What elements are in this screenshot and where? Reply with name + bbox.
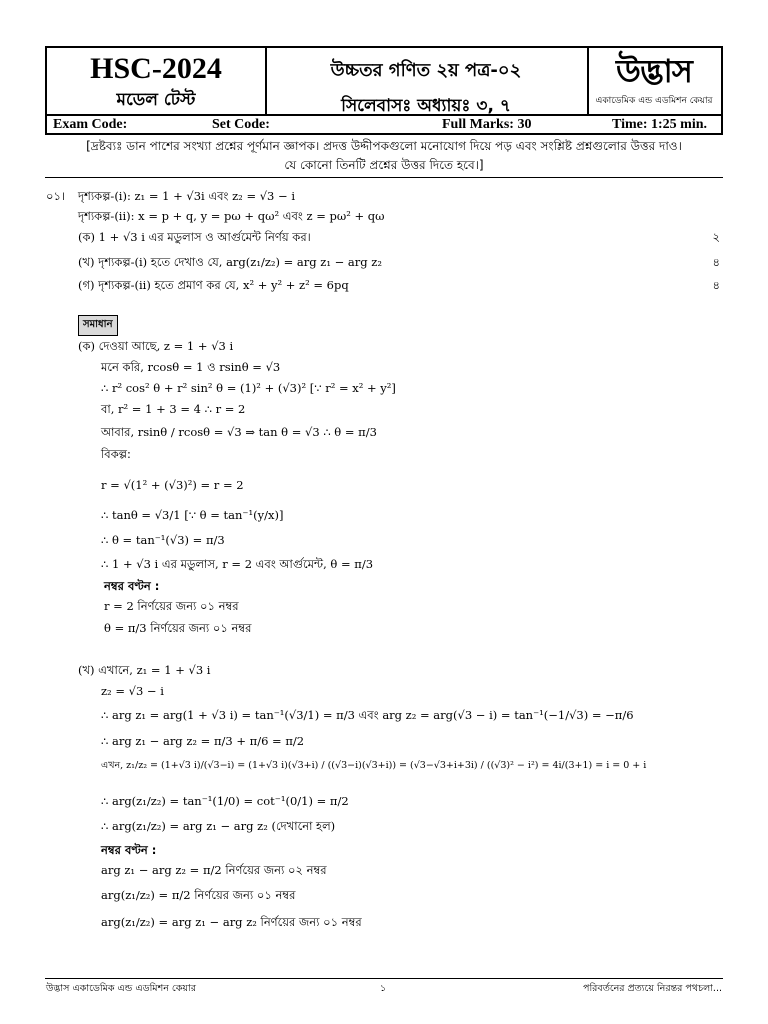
brand-tagline: একাডেমিক এন্ড এডমিশন কেয়ার bbox=[595, 96, 713, 106]
sol-kha-line: ∴ arg(z₁/z₂) = tan⁻¹(1/0) = cot⁻¹(0/1) = π/2 bbox=[101, 794, 349, 808]
sol-kha-line: ∴ arg z₁ = arg(1 + √3 i) = tan⁻¹(√3/1) = π/3 এবং arg z₂ = arg(√3 − i) = tan⁻¹(−1/√3) = −π/6 bbox=[101, 708, 634, 722]
sol-ka-line: মনে করি, rcosθ = 1 ও rsinθ = √3 bbox=[101, 360, 281, 374]
question-part-kha: (খ) দৃশ্যকল্প-(i) হতে দেখাও যে, arg(z₁/z₂) = arg z₁ − arg z₂ bbox=[78, 255, 382, 269]
sol-ka-line: (ক) দেওয়া আছে, z = 1 + √3 i bbox=[78, 339, 234, 353]
marks-distribution-title: নম্বর বণ্টন : bbox=[101, 843, 157, 857]
subject-cell bbox=[265, 48, 589, 114]
sol-kha-line: ∴ arg z₁ − arg z₂ = π/3 + π/6 = π/2 bbox=[101, 734, 305, 748]
logo-cell bbox=[587, 48, 721, 114]
instruction-line: যে কোনো তিনটি প্রশ্নের উত্তর দিতে হবে।] bbox=[284, 158, 484, 172]
sol-kha-line: arg z₁ − arg z₂ = π/2 নির্ণয়ের জন্য ০২ নম্বর bbox=[101, 863, 327, 877]
sol-ka-line: r = √(1² + (√3)²) = r = 2 bbox=[101, 478, 244, 492]
header-box bbox=[45, 46, 723, 116]
solution-label: সমাধান bbox=[78, 315, 118, 336]
exam-code: Exam Code: bbox=[53, 117, 128, 132]
brand-logo: উদ্ভাস bbox=[616, 52, 692, 90]
sol-kha-line: ∴ arg(z₁/z₂) = arg z₁ − arg z₂ (দেখানো হল) bbox=[101, 819, 336, 833]
subject-title: উচ্চতর গণিত ২য় পত্র-০২ bbox=[330, 60, 522, 81]
marks-kha: ৪ bbox=[712, 255, 720, 269]
sol-ka-line: θ = π/3 নির্ণয়ের জন্য ০১ নম্বর bbox=[104, 621, 252, 635]
syllabus: সিলেবাসঃ অধ্যায়ঃ ৩, ৭ bbox=[341, 96, 511, 116]
question-part-ka: (ক) 1 + √3 i এর মডুলাস ও আর্গুমেন্ট নির্ণয় কর। bbox=[78, 230, 311, 244]
footer-left: উদ্ভাস একাডেমিক এন্ড এডমিশন কেয়ার bbox=[46, 983, 196, 994]
exam-meta-row bbox=[45, 116, 723, 135]
instructions bbox=[45, 137, 723, 175]
question-stem-2: দৃশ্যকল্প-(ii): x = p + q, y = pω + qω² এবং z = pω² + qω bbox=[78, 209, 385, 223]
sol-ka-line: ∴ 1 + √3 i এর মডুলাস, r = 2 এবং আর্গুমেন্ট, θ = π/3 bbox=[101, 557, 374, 571]
marks-ka: ২ bbox=[712, 230, 720, 244]
full-marks: Full Marks: 30 bbox=[442, 117, 532, 132]
sol-ka-line: ∴ r² cos² θ + r² sin² θ = (1)² + (√3)² [∵ r² = x² + y²] bbox=[101, 381, 396, 395]
footer-right: পরিবর্তনের প্রত্যয়ে নিরন্তর পথচলা... bbox=[583, 983, 722, 994]
sol-ka-line: আবার, rsinθ / rcosθ = √3 ⇒ tan θ = √3 ∴ θ = π/3 bbox=[101, 425, 377, 439]
sol-ka-line: ∴ θ = tan⁻¹(√3) = π/3 bbox=[101, 533, 225, 547]
sol-kha-line: z₂ = √3 − i bbox=[101, 684, 164, 698]
footer-divider bbox=[45, 978, 723, 979]
marks-ga: ৪ bbox=[712, 278, 720, 292]
sol-kha-line: (খ) এখানে, z₁ = 1 + √3 i bbox=[78, 663, 211, 677]
divider bbox=[45, 177, 723, 178]
question-part-ga: (গ) দৃশ্যকল্প-(ii) হতে প্রমাণ কর যে, x² + y² + z² = 6pq bbox=[78, 278, 349, 292]
sol-kha-line: এখন, z₁/z₂ = (1+√3 i)/(√3−i) = (1+√3 i)(√3+i) / ((√3−i)(√3+i)) = (√3−√3+i+3i) / ((√3)² − i²) = 4i/(3+1) = i = 0 + i bbox=[101, 760, 647, 771]
sol-kha-line: arg(z₁/z₂) = π/2 নির্ণয়ের জন্য ০১ নম্বর bbox=[101, 888, 296, 902]
exam-cell bbox=[47, 48, 267, 114]
sol-ka-line: বিকল্প: bbox=[101, 447, 131, 461]
set-code: Set Code: bbox=[212, 117, 270, 132]
question-stem-1: দৃশ্যকল্প-(i): z₁ = 1 + √3i এবং z₂ = √3 − i bbox=[78, 189, 295, 203]
instruction-line: [দ্রষ্টব্যঃ ডান পাশের সংখ্যা প্রশ্নের পূর্ণমান জ্ঞাপক। প্রদত্ত উদ্দীপকগুলো মনোযোগ দিয়ে পড় এবং সংশ্লিষ্ট প্রশ্নগুলোর উত্তর দাও। bbox=[86, 139, 682, 153]
marks-distribution-title: নম্বর বণ্টন : bbox=[104, 579, 160, 593]
question-number: ০১। bbox=[46, 189, 66, 203]
sol-ka-line: ∴ tanθ = √3/1 [∵ θ = tan⁻¹(y/x)] bbox=[101, 508, 284, 522]
test-label: মডেল টেস্ট bbox=[116, 90, 196, 110]
page-number: ১ bbox=[380, 983, 387, 994]
exam-title: HSC-2024 bbox=[90, 52, 222, 85]
sol-kha-line: arg(z₁/z₂) = arg z₁ − arg z₂ নির্ণয়ের জন্য ০১ নম্বর bbox=[101, 915, 362, 929]
time-limit: Time: 1:25 min. bbox=[612, 117, 708, 132]
sol-ka-line: r = 2 নির্ণয়ের জন্য ০১ নম্বর bbox=[104, 599, 239, 613]
sol-ka-line: বা, r² = 1 + 3 = 4 ∴ r = 2 bbox=[101, 402, 246, 416]
